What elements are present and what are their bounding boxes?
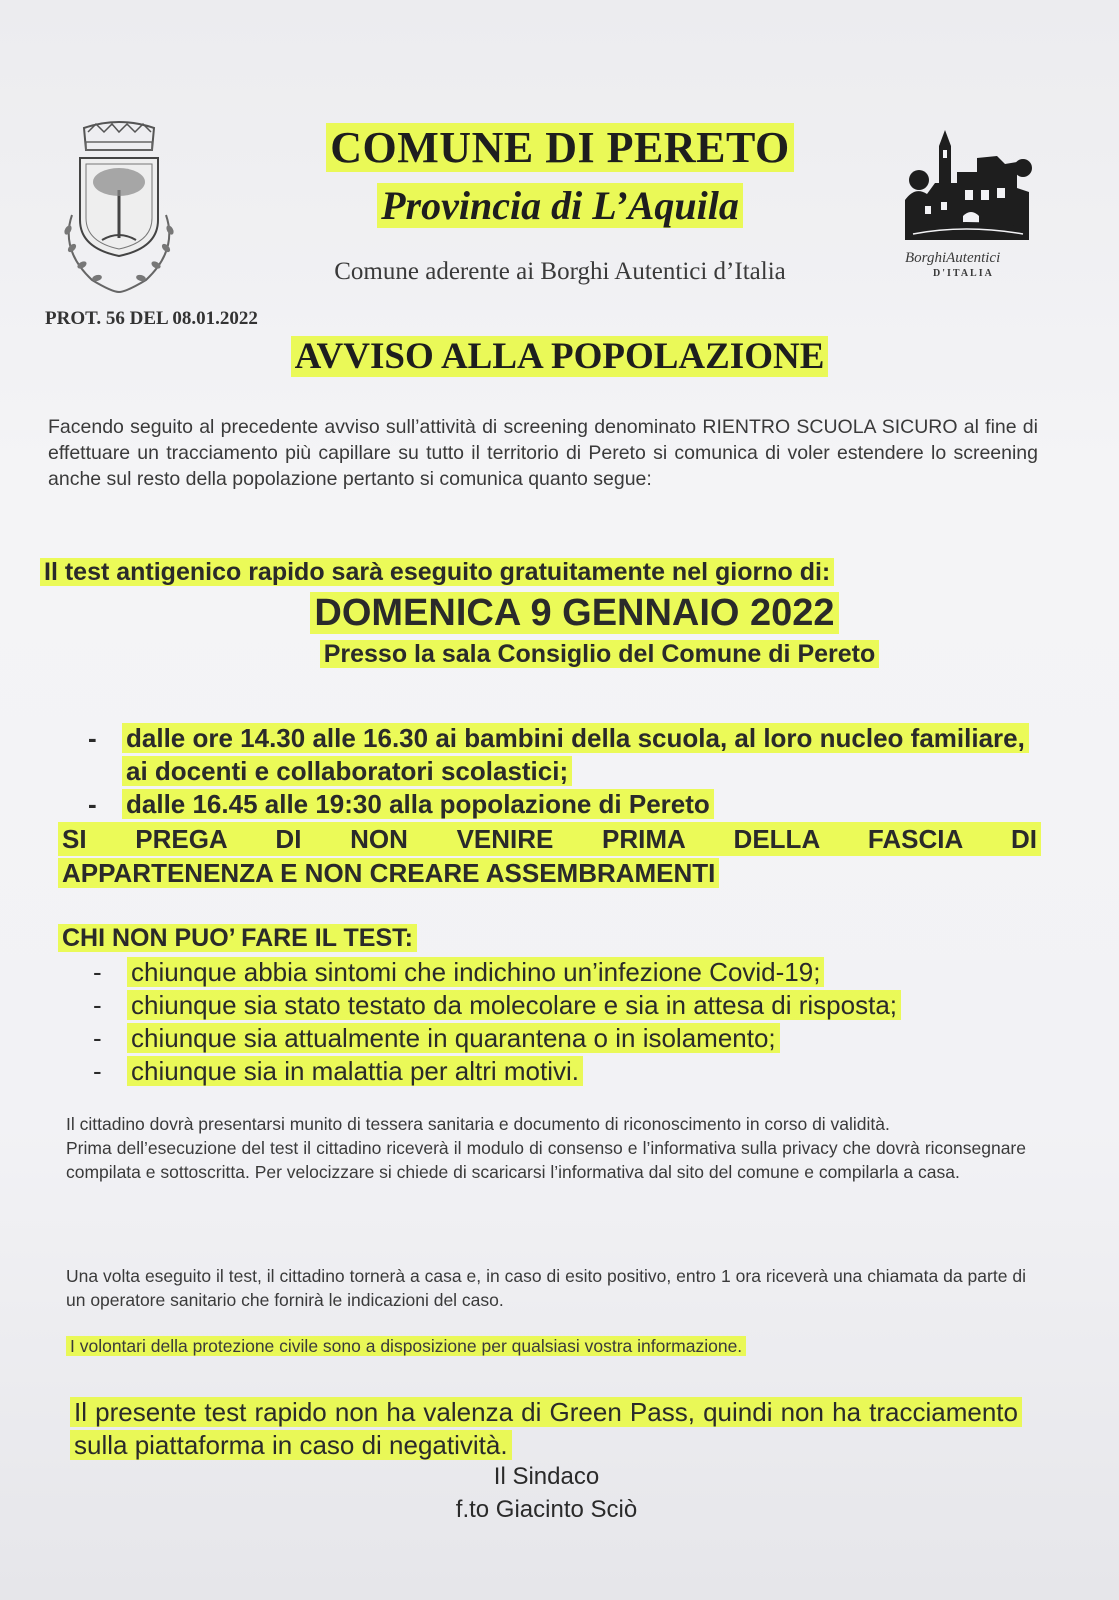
volunteers-paragraph [66,1334,1026,1358]
comune-title-text: COMUNE DI PERETO [326,123,793,172]
provincia-subtitle [240,182,880,229]
test-announcement [40,558,1080,587]
logo-country-text: D'ITALIA [933,268,994,279]
consent-text: Prima dell’esecuzione del test il cittadino riceverà il modulo di consenso e l’informativa sulla privacy che dovrà riconsegnare compilata e sottoscritta. Per velocizzare si chiede di scaricarsi l’informativa dal sito del comune e compilarla a casa. [66,1138,1026,1182]
green-pass-text: Il presente test rapido non ha valenza di Green Pass, quindi non ha tracciamento sulla piattaforma in caso di negatività. [70,1397,1022,1460]
protocol-number: PROT. 56 DEL 08.01.2022 [45,308,258,329]
list-item [88,788,1038,821]
logo-name-text: BorghiAutentici [905,250,1001,266]
list-item [93,956,1043,989]
test-date-text: DOMENICA 9 GENNAIO 2022 [310,592,838,634]
list-dash: - [93,957,102,987]
signature-role: Il Sindaco [493,1463,600,1490]
exclusions-title-text: CHI NON PUO’ FARE IL TEST: [58,924,417,952]
exclusions-title [58,924,417,953]
list-item [93,989,1043,1022]
exclusion-item-text: chiunque sia stato testato da molecolare e sia in attesa di risposta; [127,990,901,1020]
exclusion-item-text: chiunque sia attualmente in quarantena o in isolamento; [127,1023,780,1053]
result-paragraph: Una volta eseguito il test, il cittadino tornerà a casa e, in caso di esito positivo, entro 1 ora riceverà una chiamata da parte di un operatore sanitario che fornirà le indicazioni del caso. [66,1266,1026,1310]
test-announcement-text: Il test antigenico rapido sarà eseguito gratuitamente nel giorno di: [40,558,834,586]
list-dash: - [88,789,97,819]
intro-paragraph: Facendo seguito al precedente avviso sull’attività di screening denominato RIENTRO SCUOLA SICURO al fine di effettuare un tracciamento più capillare su tutto il territorio di Pereto si comunica di voler estendere lo screening anche sul resto della popolazione pertanto si comunica quanto segue: [48,416,1038,490]
village-church-logo-icon [905,128,1035,243]
notice-title-text: AVVISO ALLA POPOLAZIONE [291,336,829,377]
list-item [93,1022,1043,1055]
list-dash: - [88,723,97,753]
notice-title [0,335,1119,378]
exclusion-item-text: chiunque sia in malattia per altri motivi. [127,1056,583,1086]
signature-name: f.to Giacinto Sciò [455,1496,638,1523]
list-dash: - [93,990,102,1020]
documents-paragraph [66,1112,1026,1184]
list-dash: - [93,1056,102,1086]
documents-text: Il cittadino dovrà presentarsi munito di tessera sanitaria e documento di riconoscimento in corso di validità. [66,1114,890,1134]
list-dash: - [93,1023,102,1053]
schedule-item-text: dalle 16.45 alle 19:30 alla popolazione di Pereto [122,789,714,819]
exclusions-list [93,956,1043,1088]
provincia-text: Provincia di L’Aquila [377,183,743,228]
aderente-line: Comune aderente ai Borghi Autentici d’Italia [334,258,786,285]
comune-title [240,122,880,173]
test-date [0,592,1119,635]
volunteers-text: I volontari della protezione civile sono a disposizione per qualsiasi vostra informazione. [66,1336,746,1356]
schedule-list [88,722,1038,821]
green-pass-note [70,1396,1022,1462]
test-location [0,640,1119,669]
warning-line-2 [58,856,719,890]
borghi-autentici-logo [905,128,1035,278]
test-location-text: Presso la sala Consiglio del Comune di Pereto [320,640,880,668]
exclusion-item-text: chiunque abbia sintomi che indichino un’infezione Covid-19; [127,957,824,987]
schedule-item-text: dalle ore 14.30 alle 16.30 ai bambini della scuola, al loro nucleo familiare, ai docenti e collaboratori scolastici; [122,723,1029,786]
list-item [88,722,1038,788]
warning-line-2-text: APPARTENENZA E NON CREARE ASSEMBRAMENTI [58,858,719,888]
signature-block [0,1460,1093,1526]
warning-line-1: SI PREGA DI NON VENIRE PRIMA DELLA FASCIA DI [58,822,1041,856]
list-item [93,1055,1043,1088]
municipal-coat-of-arms-icon [52,120,187,300]
